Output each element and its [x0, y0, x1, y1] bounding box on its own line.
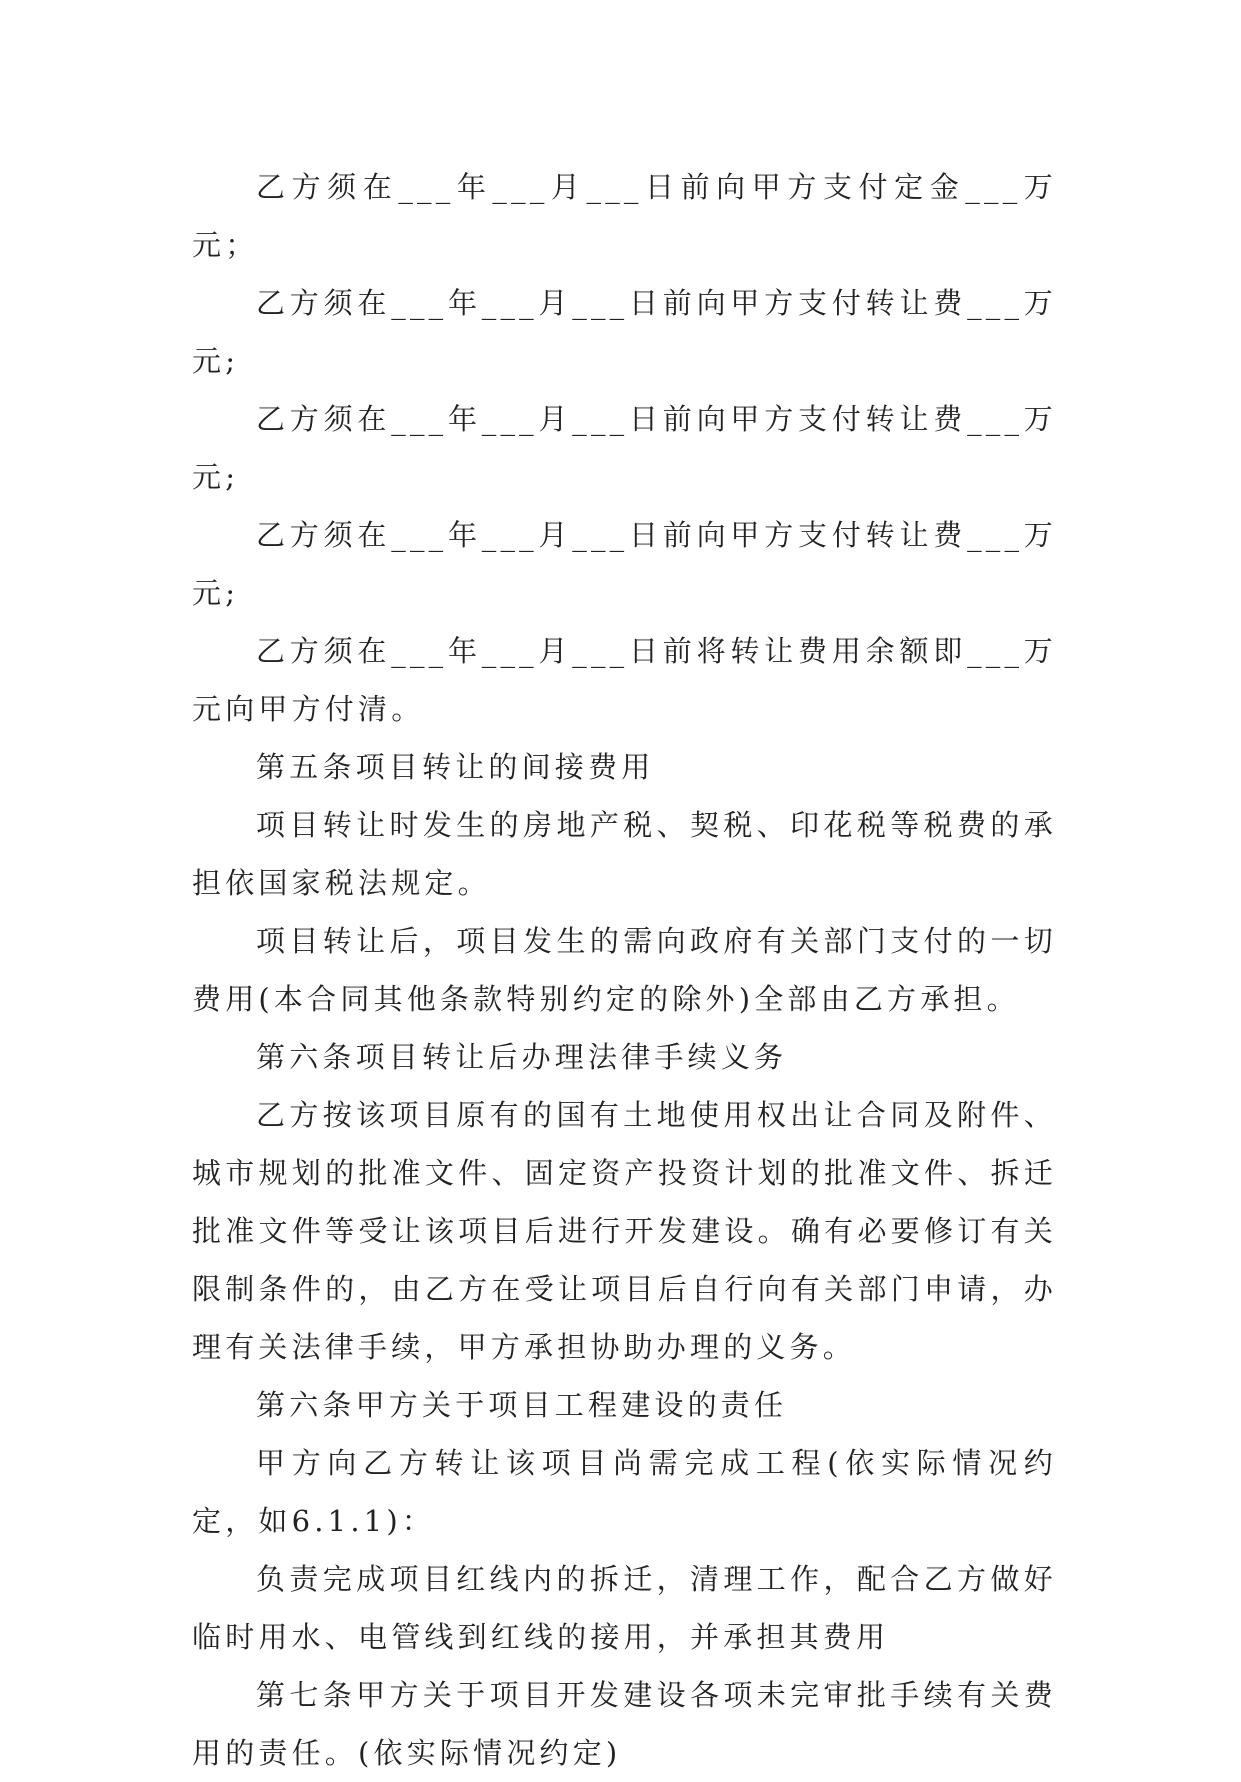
paragraph-transfer-fee-3: 乙方须在___年___月___日前向甲方支付转让费___万元; [192, 518, 1057, 610]
paragraph-transfer-fee-1: 乙方须在___年___月___日前向甲方支付转让费___万元; [192, 286, 1057, 378]
paragraph-legal-procedures: 乙方按该项目原有的国有土地使用权出让合同及附件、城市规划的批准文件、固定资产投资计划的批准文件、拆迁批准文件等受让该项目后进行开发建设。确有必要修订有关限制条件的，由乙方在受让项目后自行向有关部门申请，办理有关法律手续，甲方承担协助办理的义务。 [192, 1098, 1057, 1364]
paragraph-balance-payment: 乙方须在___年___月___日前将转让费用余额即___万元向甲方付清。 [192, 634, 1057, 726]
document-body [192, 158, 1057, 1782]
paragraph-tax-burden: 项目转让时发生的房地产税、契税、印花税等税费的承担依国家税法规定。 [192, 808, 1057, 900]
paragraph-deposit-payment: 乙方须在___年___月___日前向甲方支付定金___万元； [192, 170, 1057, 262]
paragraph-post-transfer-fees: 项目转让后，项目发生的需向政府有关部门支付的一切费用(本合同其他条款特别约定的除外)全部由乙方承担。 [192, 924, 1057, 1016]
paragraph-transfer-fee-2: 乙方须在___年___月___日前向甲方支付转让费___万元; [192, 402, 1057, 494]
heading-article-5: 第五条项目转让的间接费用 [256, 750, 655, 784]
heading-article-6-construction: 第六条甲方关于项目工程建设的责任 [256, 1388, 788, 1422]
paragraph-remaining-works: 甲方向乙方转让该项目尚需完成工程(依实际情况约定，如6.1.1)： [192, 1446, 1057, 1538]
heading-article-6-legal: 第六条项目转让后办理法律手续义务 [256, 1040, 788, 1074]
heading-article-7: 第七条甲方关于项目开发建设各项未完审批手续有关费用的责任。(依实际情况约定) [192, 1678, 1057, 1770]
paragraph-demolition-duties: 负责完成项目红线内的拆迁，清理工作，配合乙方做好临时用水、电管线到红线的接用，并承担其费用 [192, 1562, 1057, 1654]
